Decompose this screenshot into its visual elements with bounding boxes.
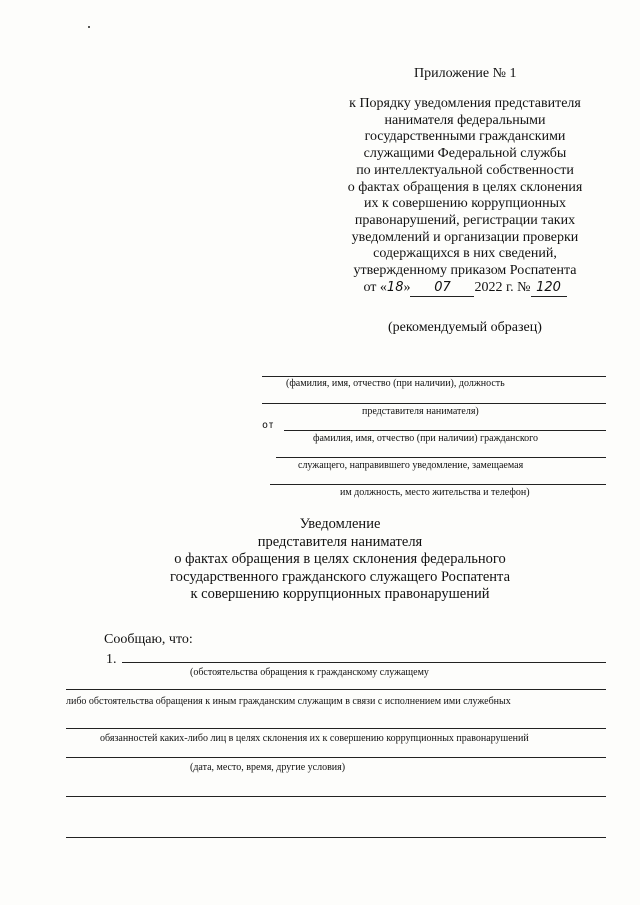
from-label: от (262, 420, 275, 431)
sender-line-2 (276, 457, 606, 458)
notice-title (120, 516, 560, 604)
appendix-line: нанимателя федеральными (384, 112, 546, 128)
appendix-line: уведомлений и организации проверки (351, 229, 579, 245)
notice-title-line: к совершению коррупционных правонарушений (190, 586, 490, 602)
item-line-4 (66, 757, 606, 758)
item-line-5 (66, 796, 606, 797)
sender-caption-2: служащего, направившего уведомление, замещаемая (298, 460, 524, 471)
month-field (410, 280, 474, 298)
notice-title-line: представителя нанимателя (257, 533, 423, 550)
sample-note: (рекомендуемый образец) (388, 320, 542, 335)
appendix-line: служащими Федеральной службы (363, 146, 567, 162)
order-number-field (531, 280, 567, 298)
date-year: 2022 г. № (474, 279, 531, 295)
item-number: 1. (106, 652, 117, 667)
order-date-line (330, 280, 600, 298)
appendix-line: государственными гражданскими (364, 129, 566, 145)
appendix-line: правонарушений, регистрации таких (354, 212, 576, 228)
addressee-caption-1: (фамилия, имя, отчество (при наличии), должность (286, 378, 505, 389)
scan-speck (88, 26, 90, 28)
appendix-line: по интеллектуальной собственности (356, 162, 574, 178)
item-line-3 (66, 728, 606, 729)
handwritten-day: 18 (386, 279, 404, 295)
handwritten-month: 07 (434, 279, 451, 295)
notice-title-line: государственного гражданского служащего Роспатента (169, 568, 511, 585)
notice-title-line: Уведомление (299, 516, 381, 532)
sender-caption-3: им должность, место жительства и телефон) (340, 487, 530, 498)
handwritten-order-number: 120 (536, 279, 561, 295)
appendix-line: о фактах обращения в целях склонения (347, 179, 583, 195)
report-intro: Сообщаю, что: (104, 632, 193, 647)
appendix-line: их к совершению коррупционных (364, 196, 566, 212)
body-caption-2: либо обстоятельства обращения к иным гражданским служащим в связи с исполнением ими служебных (66, 696, 511, 707)
appendix-line: утвержденному приказом Роспатента (353, 263, 577, 279)
body-caption-3: обязанностей каких-либо лиц в целях склонения их к совершению коррупционных правонарушений (100, 733, 529, 744)
appendix-title: Приложение № 1 (414, 66, 517, 81)
item-line-2 (66, 689, 606, 690)
item-line-6 (66, 837, 606, 838)
body-caption-1: (обстоятельства обращения к гражданскому служащему (190, 667, 429, 678)
addressee-line-2 (262, 403, 606, 404)
date-mid: » (403, 279, 411, 295)
appendix-reference (330, 96, 600, 297)
body-caption-4: (дата, место, время, другие условия) (190, 762, 346, 773)
addressee-caption-2: представителя нанимателя) (362, 406, 479, 417)
addressee-line-1 (262, 376, 606, 377)
appendix-line: к Порядку уведомления представителя (349, 96, 581, 111)
notice-title-line: о фактах обращения в целях склонения федерального (174, 551, 506, 567)
sender-line-1 (284, 430, 606, 431)
sender-line-3 (270, 484, 606, 485)
date-prefix: от « (363, 279, 387, 295)
appendix-line: содержащихся в них сведений, (373, 246, 557, 262)
item-line-1 (122, 662, 606, 663)
sender-caption-1: фамилия, имя, отчество (при наличии) гражданского (313, 433, 539, 444)
